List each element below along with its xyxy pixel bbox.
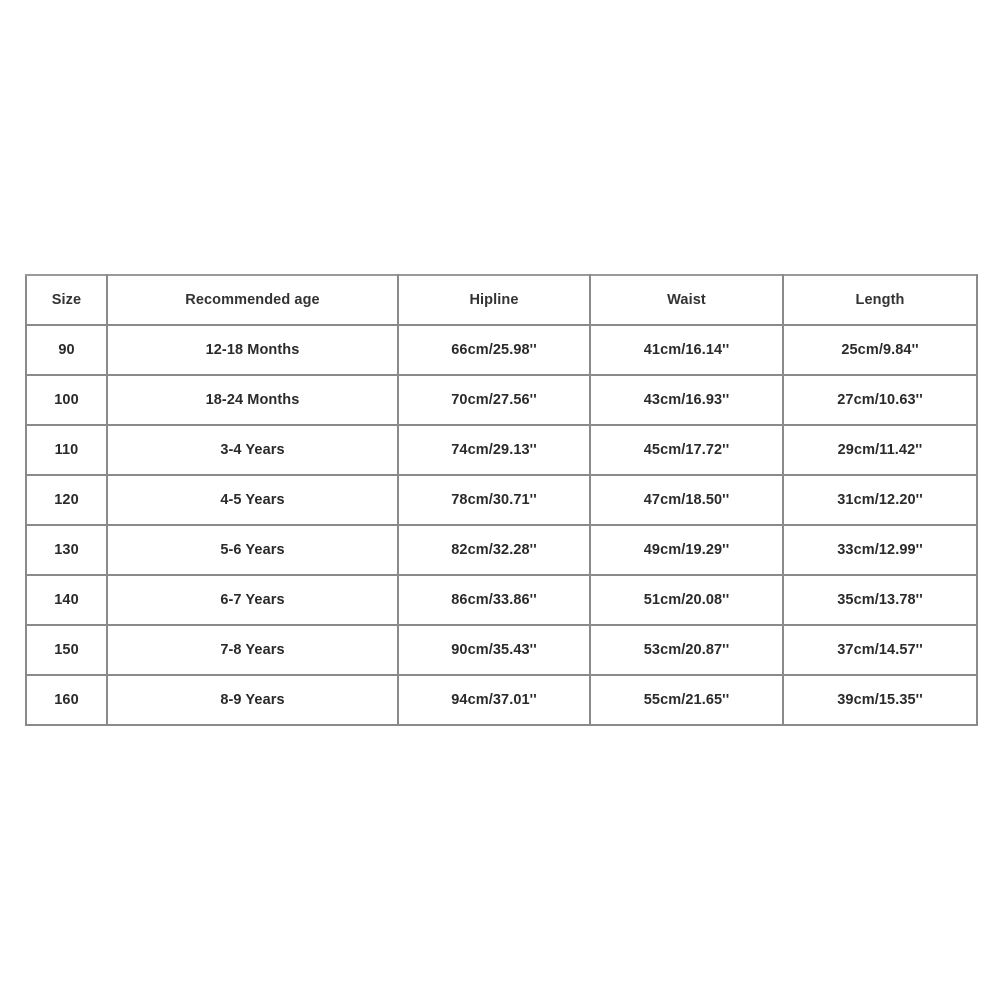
table-header (26, 275, 977, 325)
cell-length: 25cm/9.84'' (783, 325, 977, 375)
header-recommended-age: Recommended age (107, 275, 398, 325)
cell-size: 160 (26, 675, 107, 725)
table-row (26, 325, 977, 375)
table-row (26, 625, 977, 675)
cell-waist: 55cm/21.65'' (590, 675, 783, 725)
table-row (26, 475, 977, 525)
cell-length: 33cm/12.99'' (783, 525, 977, 575)
cell-hipline: 94cm/37.01'' (398, 675, 590, 725)
cell-waist: 45cm/17.72'' (590, 425, 783, 475)
cell-size: 110 (26, 425, 107, 475)
table-row (26, 375, 977, 425)
cell-length: 27cm/10.63'' (783, 375, 977, 425)
cell-hipline: 74cm/29.13'' (398, 425, 590, 475)
table-row (26, 675, 977, 725)
cell-recommended-age: 12-18 Months (107, 325, 398, 375)
cell-length: 31cm/12.20'' (783, 475, 977, 525)
cell-length: 35cm/13.78'' (783, 575, 977, 625)
cell-waist: 49cm/19.29'' (590, 525, 783, 575)
cell-hipline: 86cm/33.86'' (398, 575, 590, 625)
cell-waist: 47cm/18.50'' (590, 475, 783, 525)
table-body (26, 325, 977, 725)
cell-recommended-age: 5-6 Years (107, 525, 398, 575)
cell-recommended-age: 6-7 Years (107, 575, 398, 625)
cell-hipline: 82cm/32.28'' (398, 525, 590, 575)
cell-recommended-age: 7-8 Years (107, 625, 398, 675)
cell-length: 37cm/14.57'' (783, 625, 977, 675)
table-row (26, 575, 977, 625)
size-chart-table (25, 274, 978, 726)
cell-recommended-age: 18-24 Months (107, 375, 398, 425)
cell-size: 130 (26, 525, 107, 575)
cell-size: 120 (26, 475, 107, 525)
cell-size: 100 (26, 375, 107, 425)
cell-recommended-age: 8-9 Years (107, 675, 398, 725)
cell-hipline: 78cm/30.71'' (398, 475, 590, 525)
header-size: Size (26, 275, 107, 325)
cell-length: 29cm/11.42'' (783, 425, 977, 475)
cell-hipline: 70cm/27.56'' (398, 375, 590, 425)
header-length: Length (783, 275, 977, 325)
cell-hipline: 90cm/35.43'' (398, 625, 590, 675)
cell-recommended-age: 4-5 Years (107, 475, 398, 525)
cell-waist: 41cm/16.14'' (590, 325, 783, 375)
cell-waist: 53cm/20.87'' (590, 625, 783, 675)
header-hipline: Hipline (398, 275, 590, 325)
cell-length: 39cm/15.35'' (783, 675, 977, 725)
cell-size: 140 (26, 575, 107, 625)
cell-hipline: 66cm/25.98'' (398, 325, 590, 375)
cell-waist: 43cm/16.93'' (590, 375, 783, 425)
table-row (26, 525, 977, 575)
cell-size: 90 (26, 325, 107, 375)
header-row (26, 275, 977, 325)
cell-waist: 51cm/20.08'' (590, 575, 783, 625)
header-waist: Waist (590, 275, 783, 325)
cell-size: 150 (26, 625, 107, 675)
cell-recommended-age: 3-4 Years (107, 425, 398, 475)
table-row (26, 425, 977, 475)
